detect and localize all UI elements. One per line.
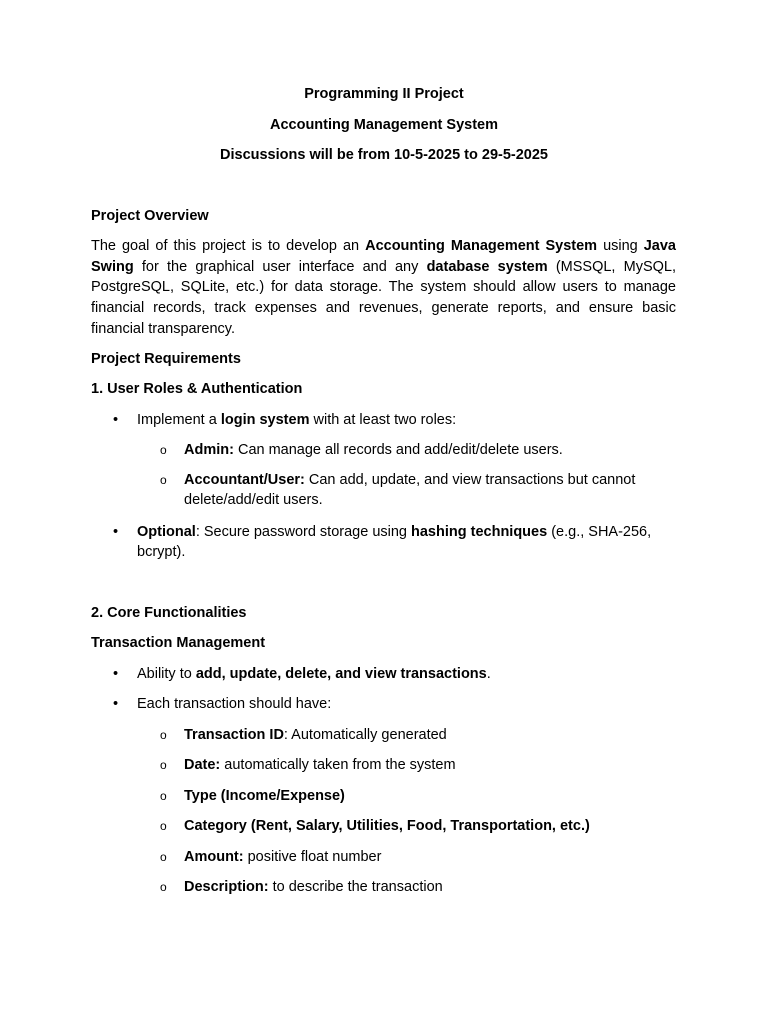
overview-text-4: (MSSQL, MySQL, PostgreSQL, SQLite, etc.) for data storage. The system should allow users to manage financial records, track expenses and revenues, generate reports, and ensure basic financial transparency. xyxy=(91,258,677,337)
login-text-post: with at least two roles: xyxy=(309,412,457,428)
login-text-bold: login system xyxy=(220,412,310,428)
optional-item xyxy=(137,522,667,562)
circle-marker: o xyxy=(160,850,167,864)
transaction-management-heading: Transaction Management xyxy=(91,635,266,651)
bullet-marker: • xyxy=(113,412,119,428)
accountant-label: Accountant/User: xyxy=(184,472,305,488)
optional-text: : Secure password storage using xyxy=(195,524,412,540)
section-core-functionalities: 2. Core Functionalities xyxy=(91,605,247,621)
admin-role-item xyxy=(184,440,563,460)
requirements-heading: Project Requirements xyxy=(91,351,241,367)
field-desc: positive float number xyxy=(243,849,382,865)
ability-text-pre: Ability to xyxy=(137,666,196,682)
field-label: Type (Income/Expense) xyxy=(184,788,345,804)
ability-text-post: . xyxy=(486,666,491,682)
circle-marker: o xyxy=(160,728,167,742)
overview-paragraph xyxy=(91,236,676,340)
overview-heading: Project Overview xyxy=(91,208,209,224)
field-desc: : Automatically generated xyxy=(283,727,447,743)
circle-marker: o xyxy=(160,443,167,457)
field-description xyxy=(184,877,443,897)
field-desc: automatically taken from the system xyxy=(220,757,456,773)
admin-label: Admin: xyxy=(184,442,234,458)
field-date xyxy=(184,755,456,775)
bullet-marker: • xyxy=(113,666,119,682)
accountant-role-item xyxy=(184,470,664,510)
overview-text-1: The goal of this project is to develop an xyxy=(91,238,366,254)
each-transaction-item: Each transaction should have: xyxy=(137,696,332,712)
circle-marker: o xyxy=(160,473,167,487)
login-text-pre: Implement a xyxy=(137,412,221,428)
field-label: Category (Rent, Salary, Utilities, Food, Transportation, etc.) xyxy=(184,818,590,834)
discussion-dates: Discussions will be from 10-5-2025 to 29-5-2025 xyxy=(220,147,548,163)
system-title: Accounting Management System xyxy=(269,117,498,133)
login-system-item xyxy=(137,410,456,430)
overview-bold-java-swing: Java Swing xyxy=(91,238,676,275)
overview-text-3: for the graphical user interface and any xyxy=(133,258,427,275)
project-title: Programming II Project xyxy=(304,86,464,102)
field-category xyxy=(184,816,590,836)
field-transaction-id xyxy=(184,725,447,745)
ability-text-bold: add, update, delete, and view transactions xyxy=(195,666,487,682)
circle-marker: o xyxy=(160,758,167,772)
optional-hashing: hashing techniques xyxy=(411,524,548,540)
circle-marker: o xyxy=(160,819,167,833)
field-type xyxy=(184,786,345,806)
bullet-marker: • xyxy=(113,696,119,712)
circle-marker: o xyxy=(160,789,167,803)
overview-bold-database: database system xyxy=(426,258,548,275)
field-desc: to describe the transaction xyxy=(268,879,443,895)
circle-marker: o xyxy=(160,880,167,894)
optional-label: Optional xyxy=(137,524,196,540)
section-user-roles: 1. User Roles & Authentication xyxy=(91,381,303,397)
ability-item xyxy=(137,664,491,684)
field-label: Transaction ID xyxy=(184,727,284,743)
overview-text-2: using xyxy=(597,238,644,254)
field-label: Description: xyxy=(184,879,269,895)
field-label: Amount: xyxy=(184,849,244,865)
optional-text-2: (e.g., SHA-256, bcrypt). xyxy=(137,524,652,560)
admin-text: Can manage all records and add/edit/delete users. xyxy=(233,442,563,458)
field-label: Date: xyxy=(184,757,221,773)
bullet-marker: • xyxy=(113,524,119,540)
overview-bold-ams: Accounting Management System xyxy=(365,238,598,254)
field-amount xyxy=(184,847,381,867)
accountant-text: Can add, update, and view transactions but cannot delete/add/edit users. xyxy=(184,472,636,508)
